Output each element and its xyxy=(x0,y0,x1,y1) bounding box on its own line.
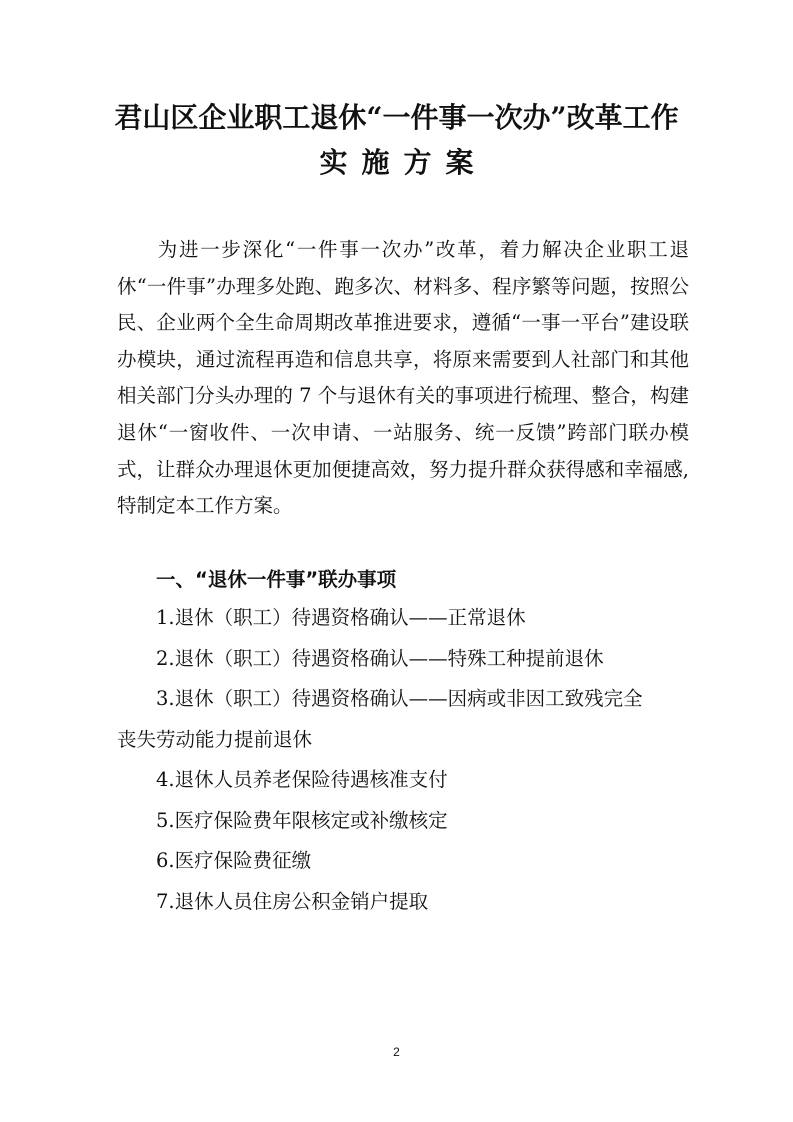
intro-paragraph-text: 为进一步深化“一件事一次办”改革，着力解决企业职工退休“一件事”办理多处跑、跑多次、材料多、程序繁等问题，按照公民、企业两个全生命周期改革推进要求，遵循“一事一平台”建设联办模块，通过流程再造和信息共享，将原来需要到人社部门和其他相关部门分头办理的 7 个与退休有关的事项进行梳理、整合，构建退休“一窗收件、一次申请、一站服务、统一反馈”跨部门联办模式，让群众办理退休更加便捷高效，努力提升群众获得感和幸福感,特制定本工作方案。 xyxy=(117,238,689,518)
item-list xyxy=(117,598,689,922)
list-item: 5.医疗保险费年限核定或补缴核定 xyxy=(156,808,448,832)
list-item: 4.退休人员养老保险待遇核准支付 xyxy=(156,768,448,791)
page-number: 2 xyxy=(393,1045,400,1059)
document-title: 君山区企业职工退休“一件事一次办”改革工作 xyxy=(114,101,679,134)
intro-paragraph xyxy=(117,232,689,525)
list-item: 6.医疗保险费征缴 xyxy=(156,849,312,872)
list-item: 7.退休人员住房公积金销户提取 xyxy=(156,889,429,913)
document-subtitle: 实施方案 xyxy=(319,146,488,179)
section-heading: 一、“退休一件事”联办事项 xyxy=(156,568,397,591)
list-item-continuation: 丧失劳动能力提前退休 xyxy=(117,727,313,751)
list-item: 2.退休（职工）待遇资格确认——特殊工种提前退休 xyxy=(156,646,604,670)
list-item: 1.退休（职工）待遇资格确认——正常退休 xyxy=(156,606,526,629)
list-item: 3.退休（职工）待遇资格确认——因病或非因工致残完全 xyxy=(156,687,643,710)
